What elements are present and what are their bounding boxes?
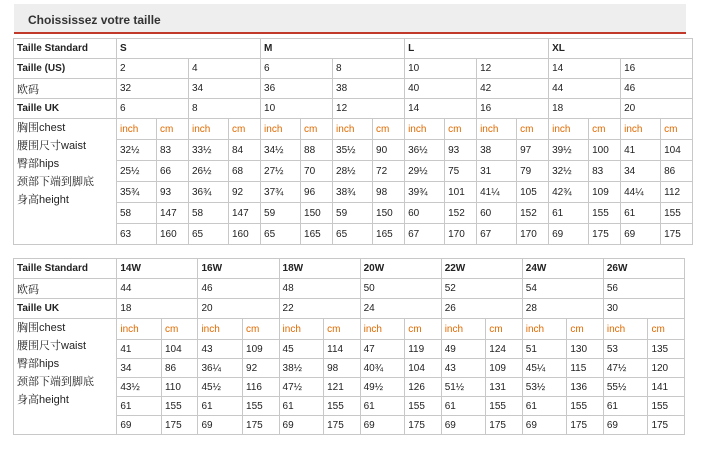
cell-value: 42 bbox=[477, 79, 549, 99]
data-cell: 86 bbox=[661, 161, 693, 182]
data-cell: 175 bbox=[567, 416, 603, 435]
cell-value: 2 bbox=[117, 59, 189, 79]
data-cell: 61 bbox=[441, 397, 486, 416]
data-cell: 34½ bbox=[261, 140, 301, 161]
data-cell: 175 bbox=[486, 416, 522, 435]
data-cell: 60 bbox=[405, 203, 445, 224]
data-cell: 160 bbox=[157, 224, 189, 245]
header-row bbox=[14, 39, 693, 59]
data-cell: 136 bbox=[567, 378, 603, 397]
row-label: 欧码 bbox=[14, 79, 117, 99]
data-cell: 175 bbox=[661, 224, 693, 245]
size-header: 24W bbox=[522, 259, 603, 279]
cell-value: 56 bbox=[603, 279, 684, 299]
unit-cell: cm bbox=[161, 319, 197, 340]
data-cell: 53½ bbox=[522, 378, 567, 397]
data-cell: 126 bbox=[405, 378, 441, 397]
measure-label: 腰围尺寸waist bbox=[17, 340, 87, 352]
data-cell: 135 bbox=[648, 340, 685, 359]
measure-label: 颈部下端到脚底 bbox=[17, 376, 94, 388]
table-row bbox=[14, 279, 685, 299]
data-cell: 69 bbox=[441, 416, 486, 435]
data-cell: 79 bbox=[517, 161, 549, 182]
data-cell: 130 bbox=[567, 340, 603, 359]
data-cell: 124 bbox=[486, 340, 522, 359]
data-cell: 114 bbox=[324, 340, 360, 359]
size-header: 14W bbox=[117, 259, 198, 279]
data-cell: 65 bbox=[189, 224, 229, 245]
unit-cell: cm bbox=[229, 119, 261, 140]
data-cell: 155 bbox=[243, 397, 279, 416]
unit-cell: cm bbox=[301, 119, 333, 140]
row-label: Taille (US) bbox=[14, 59, 117, 79]
data-cell: 160 bbox=[229, 224, 261, 245]
cell-value: 44 bbox=[117, 279, 198, 299]
data-cell: 59 bbox=[261, 203, 301, 224]
data-cell: 65 bbox=[333, 224, 373, 245]
data-cell: 44¼ bbox=[621, 182, 661, 203]
data-cell: 36½ bbox=[405, 140, 445, 161]
data-cell: 36¼ bbox=[198, 359, 243, 378]
cell-value: 46 bbox=[198, 279, 279, 299]
cell-value: 38 bbox=[333, 79, 405, 99]
data-cell: 170 bbox=[445, 224, 477, 245]
data-cell: 92 bbox=[229, 182, 261, 203]
data-cell: 42¾ bbox=[549, 182, 589, 203]
data-cell: 61 bbox=[117, 397, 162, 416]
data-cell: 155 bbox=[486, 397, 522, 416]
data-cell: 45¼ bbox=[522, 359, 567, 378]
data-cell: 29½ bbox=[405, 161, 445, 182]
cell-value: 44 bbox=[549, 79, 621, 99]
data-cell: 96 bbox=[301, 182, 333, 203]
data-cell: 45 bbox=[279, 340, 324, 359]
data-cell: 88 bbox=[301, 140, 333, 161]
unit-cell: inch bbox=[117, 319, 162, 340]
cell-value: 24 bbox=[360, 299, 441, 319]
data-cell: 47 bbox=[360, 340, 405, 359]
unit-cell: cm bbox=[405, 319, 441, 340]
cell-value: 6 bbox=[117, 99, 189, 119]
unit-cell: inch bbox=[360, 319, 405, 340]
data-cell: 55½ bbox=[603, 378, 648, 397]
data-cell: 67 bbox=[405, 224, 445, 245]
row-label: Taille UK bbox=[14, 299, 117, 319]
data-cell: 51½ bbox=[441, 378, 486, 397]
table-row bbox=[14, 299, 685, 319]
header-label: Taille Standard bbox=[14, 259, 117, 279]
data-cell: 32½ bbox=[549, 161, 589, 182]
data-cell: 67 bbox=[477, 224, 517, 245]
size-table-plus bbox=[13, 258, 685, 435]
cell-value: 54 bbox=[522, 279, 603, 299]
data-cell: 53 bbox=[603, 340, 648, 359]
data-cell: 43 bbox=[198, 340, 243, 359]
data-cell: 165 bbox=[373, 224, 405, 245]
data-cell: 110 bbox=[161, 378, 197, 397]
data-cell: 175 bbox=[161, 416, 197, 435]
data-cell: 61 bbox=[603, 397, 648, 416]
data-cell: 51 bbox=[522, 340, 567, 359]
data-cell: 170 bbox=[517, 224, 549, 245]
size-header: 18W bbox=[279, 259, 360, 279]
cell-value: 52 bbox=[441, 279, 522, 299]
data-cell: 32½ bbox=[117, 140, 157, 161]
data-cell: 38¾ bbox=[333, 182, 373, 203]
cell-value: 40 bbox=[405, 79, 477, 99]
header-row bbox=[14, 259, 685, 279]
row-label: Taille UK bbox=[14, 99, 117, 119]
unit-row bbox=[14, 319, 685, 340]
data-cell: 175 bbox=[589, 224, 621, 245]
data-cell: 98 bbox=[373, 182, 405, 203]
measure-label: 胸围chest bbox=[17, 322, 66, 334]
unit-cell: inch bbox=[477, 119, 517, 140]
data-cell: 175 bbox=[648, 416, 685, 435]
data-cell: 98 bbox=[324, 359, 360, 378]
data-cell: 70 bbox=[301, 161, 333, 182]
data-cell: 155 bbox=[648, 397, 685, 416]
data-cell: 97 bbox=[517, 140, 549, 161]
data-cell: 104 bbox=[161, 340, 197, 359]
data-cell: 131 bbox=[486, 378, 522, 397]
data-cell: 63 bbox=[117, 224, 157, 245]
measure-labels bbox=[14, 319, 117, 435]
data-cell: 155 bbox=[324, 397, 360, 416]
data-cell: 155 bbox=[405, 397, 441, 416]
size-header: 20W bbox=[360, 259, 441, 279]
data-cell: 175 bbox=[405, 416, 441, 435]
table-row bbox=[14, 59, 693, 79]
cell-value: 16 bbox=[477, 99, 549, 119]
data-cell: 93 bbox=[445, 140, 477, 161]
data-cell: 92 bbox=[243, 359, 279, 378]
unit-cell: inch bbox=[522, 319, 567, 340]
cell-value: 10 bbox=[405, 59, 477, 79]
data-cell: 147 bbox=[229, 203, 261, 224]
data-cell: 69 bbox=[549, 224, 589, 245]
cell-value: 14 bbox=[549, 59, 621, 79]
unit-cell: inch bbox=[405, 119, 445, 140]
data-cell: 101 bbox=[445, 182, 477, 203]
cell-value: 46 bbox=[621, 79, 693, 99]
data-cell: 72 bbox=[373, 161, 405, 182]
unit-cell: inch bbox=[189, 119, 229, 140]
data-cell: 112 bbox=[661, 182, 693, 203]
data-cell: 37¾ bbox=[261, 182, 301, 203]
cell-value: 6 bbox=[261, 59, 333, 79]
data-cell: 69 bbox=[603, 416, 648, 435]
cell-value: 4 bbox=[189, 59, 261, 79]
size-header: L bbox=[405, 39, 549, 59]
data-cell: 39¾ bbox=[405, 182, 445, 203]
size-table-standard bbox=[13, 38, 693, 245]
size-header: XL bbox=[549, 39, 693, 59]
data-cell: 109 bbox=[486, 359, 522, 378]
cell-value: 26 bbox=[441, 299, 522, 319]
table-row bbox=[14, 79, 693, 99]
cell-value: 8 bbox=[333, 59, 405, 79]
data-cell: 93 bbox=[157, 182, 189, 203]
data-cell: 100 bbox=[589, 140, 621, 161]
unit-cell: inch bbox=[621, 119, 661, 140]
data-cell: 33½ bbox=[189, 140, 229, 161]
data-cell: 120 bbox=[648, 359, 685, 378]
data-cell: 68 bbox=[229, 161, 261, 182]
data-cell: 147 bbox=[157, 203, 189, 224]
unit-cell: cm bbox=[486, 319, 522, 340]
data-cell: 25½ bbox=[117, 161, 157, 182]
unit-cell: cm bbox=[324, 319, 360, 340]
unit-cell: inch bbox=[603, 319, 648, 340]
data-cell: 69 bbox=[522, 416, 567, 435]
data-cell: 61 bbox=[522, 397, 567, 416]
data-cell: 165 bbox=[301, 224, 333, 245]
cell-value: 50 bbox=[360, 279, 441, 299]
data-cell: 69 bbox=[360, 416, 405, 435]
data-cell: 109 bbox=[243, 340, 279, 359]
data-cell: 59 bbox=[333, 203, 373, 224]
data-cell: 60 bbox=[477, 203, 517, 224]
measure-label: 颈部下端到脚底 bbox=[17, 176, 94, 188]
cell-value: 48 bbox=[279, 279, 360, 299]
data-cell: 86 bbox=[161, 359, 197, 378]
data-cell: 175 bbox=[324, 416, 360, 435]
data-cell: 27½ bbox=[261, 161, 301, 182]
data-cell: 28½ bbox=[333, 161, 373, 182]
data-cell: 155 bbox=[589, 203, 621, 224]
unit-cell: cm bbox=[243, 319, 279, 340]
unit-cell: inch bbox=[117, 119, 157, 140]
data-cell: 83 bbox=[589, 161, 621, 182]
size-header: S bbox=[117, 39, 261, 59]
data-cell: 47½ bbox=[279, 378, 324, 397]
data-cell: 26½ bbox=[189, 161, 229, 182]
data-cell: 40¾ bbox=[360, 359, 405, 378]
measure-label: 腰围尺寸waist bbox=[17, 140, 87, 152]
data-cell: 90 bbox=[373, 140, 405, 161]
size-header: 22W bbox=[441, 259, 522, 279]
unit-cell: cm bbox=[517, 119, 549, 140]
data-cell: 109 bbox=[589, 182, 621, 203]
data-cell: 65 bbox=[261, 224, 301, 245]
data-cell: 61 bbox=[621, 203, 661, 224]
cell-value: 10 bbox=[261, 99, 333, 119]
unit-cell: cm bbox=[373, 119, 405, 140]
data-cell: 155 bbox=[661, 203, 693, 224]
cell-value: 28 bbox=[522, 299, 603, 319]
page-title: Choississez votre taille bbox=[28, 13, 161, 27]
data-cell: 150 bbox=[301, 203, 333, 224]
data-cell: 38½ bbox=[279, 359, 324, 378]
cell-value: 16 bbox=[621, 59, 693, 79]
cell-value: 18 bbox=[117, 299, 198, 319]
data-cell: 36¾ bbox=[189, 182, 229, 203]
cell-value: 20 bbox=[198, 299, 279, 319]
cell-value: 18 bbox=[549, 99, 621, 119]
data-cell: 121 bbox=[324, 378, 360, 397]
data-cell: 69 bbox=[198, 416, 243, 435]
data-cell: 84 bbox=[229, 140, 261, 161]
measure-label: 臀部hips bbox=[17, 358, 60, 370]
data-cell: 175 bbox=[243, 416, 279, 435]
data-cell: 66 bbox=[157, 161, 189, 182]
measure-labels bbox=[14, 119, 117, 245]
unit-cell: cm bbox=[661, 119, 693, 140]
cell-value: 30 bbox=[603, 299, 684, 319]
unit-cell: cm bbox=[157, 119, 189, 140]
cell-value: 14 bbox=[405, 99, 477, 119]
unit-cell: inch bbox=[261, 119, 301, 140]
data-cell: 35¾ bbox=[117, 182, 157, 203]
data-cell: 83 bbox=[157, 140, 189, 161]
measure-label: 臀部hips bbox=[17, 158, 60, 170]
data-cell: 39½ bbox=[549, 140, 589, 161]
data-cell: 69 bbox=[117, 416, 162, 435]
unit-cell: cm bbox=[567, 319, 603, 340]
data-cell: 141 bbox=[648, 378, 685, 397]
data-cell: 35½ bbox=[333, 140, 373, 161]
cell-value: 34 bbox=[189, 79, 261, 99]
data-cell: 155 bbox=[567, 397, 603, 416]
data-cell: 34 bbox=[621, 161, 661, 182]
data-cell: 43 bbox=[441, 359, 486, 378]
cell-value: 20 bbox=[621, 99, 693, 119]
row-label: 欧码 bbox=[14, 279, 117, 299]
size-header: 26W bbox=[603, 259, 684, 279]
data-cell: 119 bbox=[405, 340, 441, 359]
size-header: M bbox=[261, 39, 405, 59]
data-cell: 41¼ bbox=[477, 182, 517, 203]
data-cell: 61 bbox=[279, 397, 324, 416]
data-cell: 69 bbox=[279, 416, 324, 435]
cell-value: 8 bbox=[189, 99, 261, 119]
cell-value: 12 bbox=[333, 99, 405, 119]
measure-label: 胸围chest bbox=[17, 122, 66, 134]
data-cell: 105 bbox=[517, 182, 549, 203]
data-cell: 61 bbox=[360, 397, 405, 416]
unit-cell: inch bbox=[333, 119, 373, 140]
data-cell: 104 bbox=[661, 140, 693, 161]
data-cell: 58 bbox=[189, 203, 229, 224]
data-cell: 152 bbox=[445, 203, 477, 224]
data-cell: 155 bbox=[161, 397, 197, 416]
data-cell: 31 bbox=[477, 161, 517, 182]
data-cell: 69 bbox=[621, 224, 661, 245]
data-cell: 150 bbox=[373, 203, 405, 224]
data-cell: 43½ bbox=[117, 378, 162, 397]
data-cell: 38 bbox=[477, 140, 517, 161]
table-row bbox=[14, 99, 693, 119]
unit-cell: inch bbox=[441, 319, 486, 340]
data-cell: 47½ bbox=[603, 359, 648, 378]
data-cell: 58 bbox=[117, 203, 157, 224]
data-cell: 41 bbox=[621, 140, 661, 161]
cell-value: 36 bbox=[261, 79, 333, 99]
unit-cell: cm bbox=[589, 119, 621, 140]
data-cell: 75 bbox=[445, 161, 477, 182]
unit-cell: inch bbox=[549, 119, 589, 140]
data-cell: 115 bbox=[567, 359, 603, 378]
data-cell: 61 bbox=[549, 203, 589, 224]
data-cell: 41 bbox=[117, 340, 162, 359]
unit-cell: inch bbox=[198, 319, 243, 340]
measure-label: 身高height bbox=[17, 194, 69, 206]
data-cell: 61 bbox=[198, 397, 243, 416]
title-bar bbox=[14, 4, 686, 34]
data-cell: 152 bbox=[517, 203, 549, 224]
unit-cell: inch bbox=[279, 319, 324, 340]
size-header: 16W bbox=[198, 259, 279, 279]
cell-value: 32 bbox=[117, 79, 189, 99]
data-cell: 104 bbox=[405, 359, 441, 378]
measure-label: 身高height bbox=[17, 394, 69, 406]
data-cell: 45½ bbox=[198, 378, 243, 397]
unit-row bbox=[14, 119, 693, 140]
unit-cell: cm bbox=[648, 319, 685, 340]
header-label: Taille Standard bbox=[14, 39, 117, 59]
cell-value: 22 bbox=[279, 299, 360, 319]
data-cell: 49½ bbox=[360, 378, 405, 397]
unit-cell: cm bbox=[445, 119, 477, 140]
data-cell: 49 bbox=[441, 340, 486, 359]
data-cell: 34 bbox=[117, 359, 162, 378]
data-cell: 116 bbox=[243, 378, 279, 397]
cell-value: 12 bbox=[477, 59, 549, 79]
